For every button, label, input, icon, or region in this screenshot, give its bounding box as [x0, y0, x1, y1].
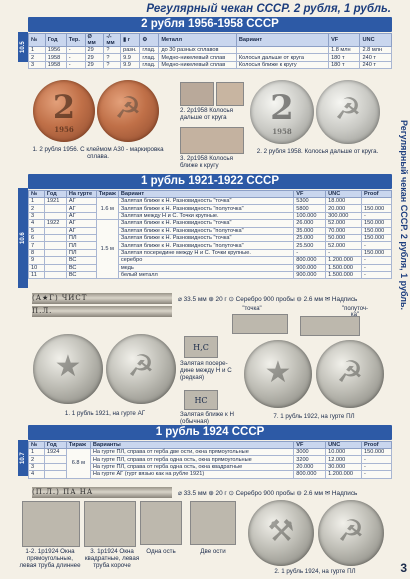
cell: 150.000 — [362, 249, 392, 256]
caption-ears-near: 3. 2р1958 Колосья ближе к кругу — [180, 155, 233, 169]
coin-2rub-1956-reverse — [33, 80, 95, 142]
cell: Залятая ближе к Н. Разновидность "полуточка" — [118, 242, 293, 249]
cell: Залятая посередине между Н и С. Точки крупные. — [118, 249, 293, 256]
cell: Залятая между Н и С. Точки крупные. — [118, 212, 293, 219]
coin-2rub-1956-obverse — [97, 80, 159, 142]
coin-2rub-1958-reverse — [250, 80, 314, 144]
detail-factory-rect — [22, 501, 80, 547]
caption-one-awn: Одна ость — [146, 548, 176, 555]
detail-one-awn — [140, 501, 182, 545]
cell: разн. — [121, 47, 140, 54]
cell: 9 — [29, 257, 45, 264]
section-title-1rub-1921: 1 рубль 1921-1922 СССР — [28, 174, 392, 189]
cell: 52.000 — [326, 242, 362, 249]
cell: - — [362, 456, 392, 463]
cell: глад. — [140, 54, 159, 61]
caption-two-awns: Две ости — [200, 548, 226, 555]
cell: 9.9 — [121, 54, 140, 61]
cell: 29 — [85, 47, 104, 54]
cell: ? — [104, 47, 121, 54]
table-1rub-1921 — [28, 190, 392, 279]
col-vf: VF — [294, 191, 326, 198]
cell: 1 — [29, 198, 45, 205]
table-row — [29, 271, 392, 278]
cell: Залятая ближе к Н. Разновидность "точка" — [118, 234, 293, 241]
cell: глад. — [140, 61, 159, 68]
table-header-row — [29, 191, 392, 198]
cell: ВС — [66, 264, 96, 271]
cell: 5 — [29, 227, 45, 234]
cell: 25.500 — [294, 242, 326, 249]
cell: 1958 — [45, 54, 66, 61]
table-2rub-1956 — [28, 33, 392, 69]
cell: 10 — [29, 264, 45, 271]
cell-mintage: 6.8 м — [66, 449, 90, 479]
detail-ears-far — [180, 82, 214, 106]
cell: 240 т — [360, 61, 392, 68]
cell: 20.000 — [326, 205, 362, 212]
section-code-10-6: 10.6 — [18, 188, 28, 288]
cell: На гурте АГ (гурт вязью как на рубле 1921) — [90, 471, 293, 478]
cell — [44, 471, 66, 478]
col-mintage: Тираж — [66, 442, 90, 449]
specs-bar-1921: ⌀ 33.5 мм ⊕ 20 г ⊙ Серебро 900 пробы ⊖ 2.6 мм ✉ Надпись — [178, 296, 358, 303]
cell: 1921 — [44, 198, 66, 205]
cell: глад. — [140, 47, 159, 54]
tag-dot: "точка" — [242, 306, 262, 312]
cell: серебро — [118, 257, 293, 264]
cell: 1924 — [44, 449, 66, 456]
cell: 100.000 — [294, 212, 326, 219]
col-ter: Тер. — [66, 34, 85, 47]
cell: 29 — [85, 61, 104, 68]
table-header-row — [29, 34, 392, 47]
stamp-near-letters: НС — [194, 396, 208, 405]
cell: ? — [104, 54, 121, 61]
cell: 1 — [29, 47, 46, 54]
caption-ears-far: 2. 2р1958 Колосья дальше от круга — [180, 107, 233, 121]
cell: 30.000 — [326, 463, 362, 470]
col-metal: Металл — [159, 34, 237, 47]
coin-year: 1958 — [272, 127, 292, 136]
cell: 900.000 — [294, 264, 326, 271]
cell — [44, 227, 66, 234]
table-row — [29, 61, 392, 68]
table-row — [29, 242, 392, 249]
cell: 5800 — [294, 205, 326, 212]
cell: 52.000 — [326, 220, 362, 227]
col-num: № — [29, 191, 45, 198]
col-diam: Ø мм — [85, 34, 104, 47]
cell: 3 — [29, 61, 46, 68]
section-code-10-7: 10.7 — [18, 440, 28, 476]
cell: 180 т — [329, 61, 360, 68]
cell: медь — [118, 264, 293, 271]
col-year: Год — [45, 34, 66, 47]
coin-1rub-1922-obverse — [244, 340, 312, 408]
col-year: Год — [44, 191, 66, 198]
col-proof: Proof — [362, 442, 392, 449]
cell: 150.000 — [362, 449, 392, 456]
emblem-icon: ☭ — [336, 356, 364, 389]
emblem-icon: ☭ — [114, 92, 142, 125]
cell: ВС — [66, 257, 96, 264]
col-unc: UNC — [360, 34, 392, 47]
cell: до 30 разных сплавов — [159, 47, 237, 54]
col-mintage: Тираж — [96, 191, 118, 198]
cell: ПЛ — [66, 234, 96, 241]
cell: 10.000 — [326, 449, 362, 456]
col-variant: Вариант — [118, 191, 293, 198]
cell: 800.000 — [294, 471, 326, 478]
cell: Колосья ближе к кругу — [236, 61, 328, 68]
cell: АГ — [66, 227, 96, 234]
edge-inscription-ag: (А★Г) ЧИСТ — [32, 293, 172, 304]
detail-two-awns — [190, 501, 236, 545]
section-title-2rub-1956: 2 рубля 1956-1958 СССР — [28, 17, 392, 32]
coin-2rub-1958-obverse — [316, 80, 380, 144]
cell — [44, 271, 66, 278]
cell: АГ — [66, 205, 96, 212]
section-code-10-5: 10.5 — [18, 32, 28, 62]
cell: ВС — [66, 271, 96, 278]
cell-mintage: 1.6 м — [96, 198, 118, 220]
table-row — [29, 205, 392, 212]
caption-windows-square: 3. 1р1924 Окна квадратные, левая труба короче — [84, 548, 140, 569]
running-title: Регулярный чекан СССР. 2 рубля, 1 рубль. — [146, 3, 391, 15]
cell: 25.000 — [294, 234, 326, 241]
cell: 35.000 — [294, 227, 326, 234]
caption-1958: 2. 2 рубля 1958. Колосья дальше от круга. — [256, 148, 379, 155]
cell: 1958 — [45, 61, 66, 68]
col-vf: VF — [294, 442, 326, 449]
cell: 240 т — [360, 54, 392, 61]
cell — [44, 242, 66, 249]
cell — [44, 234, 66, 241]
cell: 5300 — [294, 198, 326, 205]
emblem-icon: ☭ — [127, 350, 155, 383]
col-variants: Варианты — [90, 442, 293, 449]
cell: - — [362, 242, 392, 249]
specs-bar-1924: ⌀ 33.5 мм ⊕ 20 г ⊙ Серебро 900 пробы ⊖ 2.6 мм ✉ Надпись — [178, 490, 358, 497]
cell: 6 — [29, 234, 45, 241]
cell: 3200 — [294, 456, 326, 463]
cell: 1922 — [44, 220, 66, 227]
cell: 7 — [29, 242, 45, 249]
table-row — [29, 47, 392, 54]
cell: 1.500.000 — [326, 264, 362, 271]
cell — [44, 249, 66, 256]
table-row — [29, 227, 392, 234]
caption-1924: 2. 1 рубль 1924, на гурте ПЛ — [274, 568, 356, 575]
page-number: 3 — [400, 561, 407, 575]
col-proof: Proof — [362, 191, 392, 198]
coin-denomination: 2 — [270, 88, 294, 128]
table-row — [29, 234, 392, 241]
coin-1rub-1924-obverse — [318, 500, 384, 566]
cell: 1.200.000 — [326, 257, 362, 264]
cell: На гурте ПЛ, справа от герба одна ость, окна квадратные — [90, 463, 293, 470]
cell: 26.000 — [294, 220, 326, 227]
cell: 4 — [29, 471, 45, 478]
stamp-mid-letters: Н,С — [193, 343, 209, 352]
col-num: № — [29, 442, 45, 449]
detail-dot — [232, 314, 288, 334]
cell: 11 — [29, 271, 45, 278]
section-title-1rub-1924: 1 рубль 1924 СССР — [28, 425, 392, 440]
col-thick: -/- мм — [104, 34, 121, 47]
detail-ears-near — [180, 127, 244, 154]
table-row — [29, 198, 392, 205]
cell: 1.8 млн — [329, 47, 360, 54]
table-row — [29, 249, 392, 256]
cell: - — [362, 271, 392, 278]
col-variant: Вариант — [236, 34, 328, 47]
emblem-icon: ☭ — [334, 93, 362, 126]
cell: 1956 — [45, 47, 66, 54]
col-edge-mark: На гурте — [66, 191, 96, 198]
cell: 1.500.000 — [326, 271, 362, 278]
col-unc: UNC — [326, 191, 362, 198]
cell: 3 — [29, 212, 45, 219]
cell: - — [66, 54, 85, 61]
cell: 900.000 — [294, 271, 326, 278]
cell: 2.8 млн — [360, 47, 392, 54]
caption-comma-near: Залятая ближе к Н (обычная) — [180, 411, 234, 425]
cell: АГ — [66, 220, 96, 227]
cell: 4 — [29, 220, 45, 227]
cell — [236, 47, 328, 54]
cell: 150.000 — [362, 227, 392, 234]
cell: На гурте ПЛ, справа от герба две ости, окна прямоугольные — [90, 449, 293, 456]
cell: 20.000 — [294, 463, 326, 470]
col-weight: ▮ г — [121, 34, 140, 47]
cell: 70.000 — [326, 227, 362, 234]
cell: 2 — [29, 205, 45, 212]
cell: 3000 — [294, 449, 326, 456]
cell: - — [362, 264, 392, 271]
table-row — [29, 264, 392, 271]
cell: - — [66, 61, 85, 68]
coin-denomination: 2 — [52, 88, 76, 126]
cell: 8 — [29, 249, 45, 256]
cell: 1.200.000 — [326, 471, 362, 478]
cell: 1 — [29, 449, 45, 456]
table-row — [29, 212, 392, 219]
cell: 180 т — [329, 54, 360, 61]
cell: На гурте ПЛ, справа от герба одна ость, окна прямоугольные — [90, 456, 293, 463]
cell: ? — [104, 61, 121, 68]
cell: 29 — [85, 54, 104, 61]
star-icon: ★ — [54, 350, 82, 383]
cell: АГ — [66, 198, 96, 205]
cell — [44, 212, 66, 219]
caption-1921: 1. 1 рубль 1921, на гурте АГ — [64, 410, 146, 417]
col-num: № — [29, 34, 46, 47]
cell: 150.000 — [362, 220, 392, 227]
star-icon: ★ — [264, 356, 292, 389]
coin-1rub-1921-reverse — [106, 334, 176, 404]
tag-halfdot: "полуточ-ка" — [341, 306, 369, 318]
cell: 18.000 — [326, 198, 362, 205]
cell: - — [362, 463, 392, 470]
cell: Залятая ближе к Н. Разновидность "полуточка" — [118, 205, 293, 212]
cell: - — [362, 212, 392, 219]
edge-inscription-1924: (П.Л.) ПА НА — [32, 487, 172, 498]
cell: Залятая ближе к Н. Разновидность "полуточка" — [118, 227, 293, 234]
cell: Колосья дальше от круга — [236, 54, 328, 61]
coin-1rub-1924-reverse — [248, 500, 314, 566]
table-row — [29, 449, 392, 456]
table-row — [29, 54, 392, 61]
col-edge: ⚙ — [140, 34, 159, 47]
caption-1922: 7. 1 рубль 1922, на гурте ПЛ — [273, 413, 355, 420]
detail-factory-square — [84, 501, 136, 547]
workers-icon: ⚒ — [267, 515, 295, 548]
cell: - — [362, 257, 392, 264]
cell: 9.9 — [121, 61, 140, 68]
cell-mintage: 1.5 м — [96, 220, 118, 279]
cell: 2 — [29, 456, 45, 463]
coin-1rub-1921-obverse — [33, 334, 103, 404]
cell: Залятая ближе к Н. Разновидность "точка" — [118, 220, 293, 227]
col-unc: UNC — [326, 442, 362, 449]
cell: АГ — [66, 212, 96, 219]
cell: 3 — [29, 463, 45, 470]
table-row — [29, 220, 392, 227]
table-row — [29, 257, 392, 264]
cell: 50.000 — [326, 234, 362, 241]
cell — [362, 198, 392, 205]
coin-year: 1956 — [54, 125, 74, 134]
cell — [44, 205, 66, 212]
cell — [44, 463, 66, 470]
cell: - — [294, 249, 326, 256]
cell: - — [66, 47, 85, 54]
cell: 12.000 — [326, 456, 362, 463]
cell — [44, 456, 66, 463]
cell — [44, 257, 66, 264]
cell: 150.000 — [362, 234, 392, 241]
caption-1956: 1. 2 рубля 1956. С клеймом А30 - маркировка сплава. — [32, 146, 164, 160]
table-1rub-1924 — [28, 441, 392, 479]
col-year: Год — [44, 442, 66, 449]
cell: 300.000 — [326, 212, 362, 219]
coin-1rub-1922-reverse — [316, 340, 384, 408]
col-vf: VF — [329, 34, 360, 47]
cell — [44, 264, 66, 271]
cell: ПЛ — [66, 242, 96, 249]
cell: белый металл — [118, 271, 293, 278]
caption-windows-rect: 1-2. 1р1924 Окна прямоугольные, левая труба длиннее — [19, 548, 81, 569]
caption-comma-mid: Залятая посере-дине между Н и С (редкая) — [180, 360, 232, 381]
cell: Медно-никелевый сплав — [159, 54, 237, 61]
cell: 2 — [29, 54, 46, 61]
cell: 800.000 — [294, 257, 326, 264]
cell: Медно-никелевый сплав — [159, 61, 237, 68]
detail-halfdot — [300, 316, 360, 336]
table-header-row — [29, 442, 392, 449]
cell: Залятая ближе к Н. Разновидность "точка" — [118, 198, 293, 205]
cell: - — [326, 249, 362, 256]
cell: - — [362, 471, 392, 478]
edge-inscription-pl: П.Л. — [32, 306, 172, 317]
cell: ПЛ — [66, 249, 96, 256]
cell: 150.000 — [362, 205, 392, 212]
detail-ears-far-2 — [216, 82, 244, 106]
emblem-icon: ☭ — [337, 515, 365, 548]
side-label: Регулярный чекан СССР. 2 рубля, 1 рубль. — [399, 120, 409, 311]
